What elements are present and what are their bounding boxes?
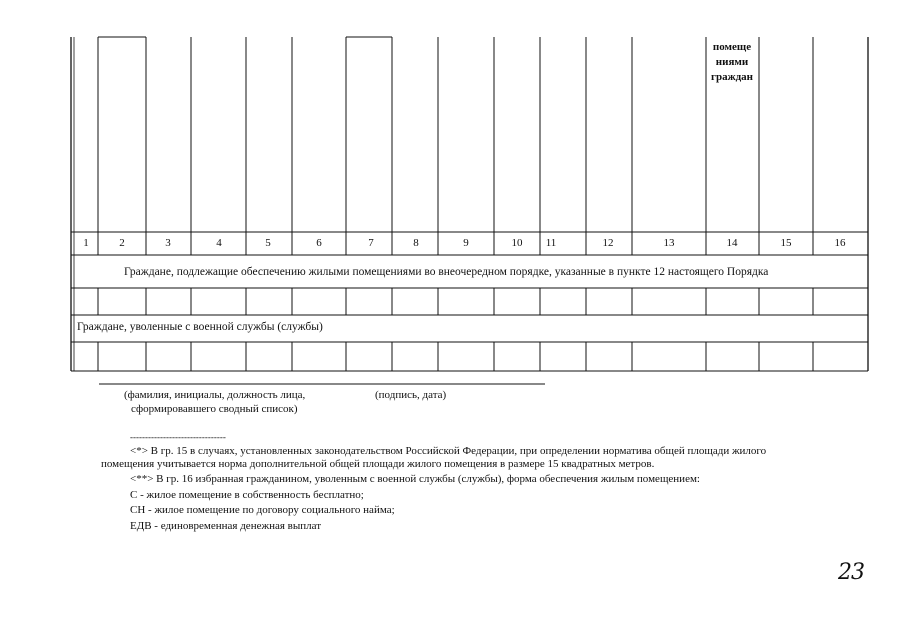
column-number: 13 <box>663 237 675 249</box>
column-number: 16 <box>834 237 846 249</box>
section-1-title: Граждане, подлежащие обеспечению жилыми помещениями во внеочередном порядке, указанные в пункте 12 настоящего Порядка <box>124 266 769 278</box>
column-number: 6 <box>316 237 322 249</box>
footnote-item-cn: СН - жилое помещение по договору социального найма; <box>130 504 395 516</box>
column-number: 11 <box>545 237 557 249</box>
column-number: 2 <box>119 237 125 249</box>
footnote-2: <**> В гр. 16 избранная гражданином, уволенным с военной службы (службы), форма обеспечения жилым помещением: <box>130 473 700 485</box>
footnote-1-line2: помещения учитывается норма дополнительной общей площади жилого помещения в размере 15 квадратных метров. <box>101 458 655 470</box>
column-14-header-text: помеще ниями граждан <box>711 41 753 83</box>
name-caption-line1: (фамилия, инициалы, должность лица, <box>124 389 306 401</box>
column-number: 10 <box>511 237 523 249</box>
column-number: 5 <box>265 237 271 249</box>
column-number: 15 <box>780 237 792 249</box>
footnote-1-line1: <*> В гр. 15 в случаях, установленных законодательством Российской Федерации, при определении норматива общей площади жилого <box>130 445 767 457</box>
footnote-item-c: С - жилое помещение в собственность бесплатно; <box>130 489 364 501</box>
section-2-title: Граждане, уволенные с военной службы (службы) <box>77 321 323 333</box>
column-number: 7 <box>368 237 374 249</box>
column-number: 4 <box>216 237 222 249</box>
column-number: 14 <box>726 237 738 249</box>
column-number: 8 <box>413 237 419 249</box>
page-number: 23 <box>838 560 864 585</box>
column-number: 9 <box>463 237 469 249</box>
column-number: 12 <box>602 237 614 249</box>
footnote-separator: -------------------------------- <box>130 432 226 442</box>
column-number: 1 <box>83 237 89 249</box>
column-number: 3 <box>165 237 171 249</box>
sign-caption: (подпись, дата) <box>375 389 447 401</box>
footnote-item-edv: ЕДВ - единовременная денежная выплат <box>130 520 322 532</box>
name-caption-line2: сформировавшего сводный список) <box>131 403 298 415</box>
